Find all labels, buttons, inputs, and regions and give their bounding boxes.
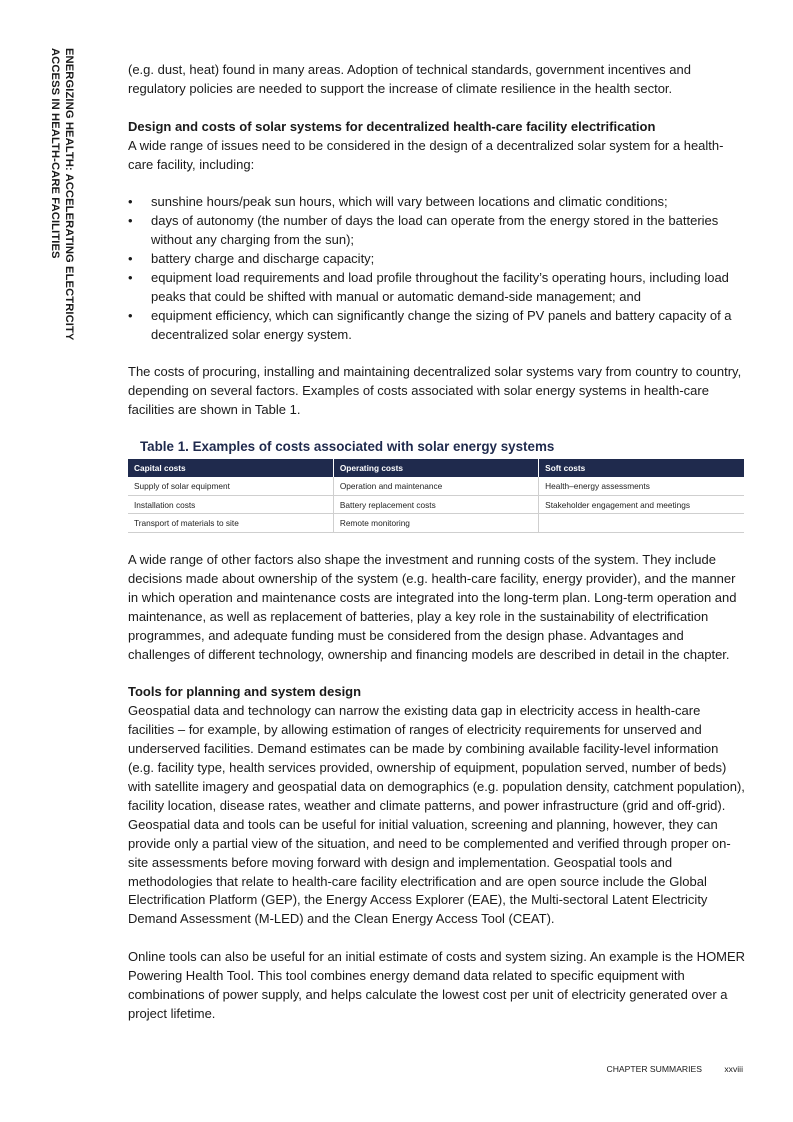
header-operating-costs: Operating costs — [333, 459, 538, 477]
tools-paragraph-online: Online tools can also be useful for an initial estimate of costs and system sizing. An example is the HOMER Powering Health Tool. This tool combines energy demand data related to specific equipment with combinations of power supply, and helps calculate the lowest cost per unit of electricity generated over a project lifetime. — [128, 949, 746, 1021]
page-footer — [606, 1064, 743, 1074]
list-item: • sunshine hours/peak sun hours, which will vary between locations and climatic conditions; — [128, 193, 746, 212]
table-cell: Supply of solar equipment — [128, 477, 333, 495]
header-soft-costs: Soft costs — [539, 459, 744, 477]
table-cell: Remote monitoring — [333, 514, 538, 533]
table-cell: Operation and maintenance — [333, 477, 538, 495]
running-head-line-1: ENERGIZING HEALTH: ACCELERATING ELECTRICITY — [63, 48, 75, 341]
table-caption: Table 1. Examples of costs associated with solar energy systems — [140, 439, 555, 455]
table-header-row — [128, 459, 744, 477]
table-cell: Stakeholder engagement and meetings — [539, 495, 744, 514]
costs-paragraph: The costs of procuring, installing and maintaining decentralized solar systems vary from country to country, depending on several factors. Examples of costs associated with solar energy systems in health-care facilities are shown in Table 1. — [128, 364, 742, 418]
table-cell: Transport of materials to site — [128, 514, 333, 533]
table-cell: Installation costs — [128, 495, 333, 514]
table-row — [128, 514, 744, 533]
design-issues-list — [128, 193, 746, 344]
costs-table — [128, 459, 744, 533]
section-heading-tools: Tools for planning and system design — [128, 684, 362, 700]
list-item: • battery charge and discharge capacity; — [128, 250, 746, 269]
list-item: • equipment load requirements and load profile throughout the facility’s operating hours, including load peaks that could be shifted with manual or automatic demand-side management; and — [128, 269, 746, 307]
tools-paragraph-geospatial: Geospatial data and technology can narrow the existing data gap in electricity access in health-care facilities – for example, by allowing estimation of ranges of electricity requirements for unserved and underserved facilities. Demand estimates can be made by combining available facility-level information (e.g. facility type, health services provided, ownership of equipment, population served, number of beds) with satellite imagery and geospatial data on demographics (e.g. population density, catchment population), facility location, disease rates, weather and climate patterns, and power infrastructure (grid and off-grid). Geospatial data and tools can be useful for initial valuation, screening and planning, however, they can provide only a partial view of the situation, and need to be complemented and verified through proper on-site assessments before moving forward with design and implementation. Geospatial tools and methodologies that relate to health-care facility electrification and are open source include the Global Electrification Platform (GEP), the Energy Access Explorer (EAE), the Multi-sectoral Latent Electricity Demand Assessment (M-LED) and the Clean Energy Access Tool (CEAT). — [128, 703, 745, 927]
table-row — [128, 477, 744, 495]
table-row — [128, 495, 744, 514]
header-capital-costs: Capital costs — [128, 459, 333, 477]
table-cell — [539, 514, 744, 533]
footer-section-label: CHAPTER SUMMARIES — [606, 1064, 702, 1074]
page-number: xxviii — [724, 1064, 743, 1074]
running-head — [48, 48, 76, 340]
factors-paragraph: A wide range of other factors also shape the investment and running costs of the system. They include decisions made about ownership of the system (e.g. health-care facility, energy provider), and the manner in which operation and maintenance costs are integrated into the long-term plan. Long-term operation and maintenance, as well as replacement of batteries, play a key role in the sustainability of electrification programmes, and adequate funding must be considered from the design phase. Advantages and challenges of different technology, ownership and financing models are described in detail in the chapter. — [128, 552, 737, 662]
table-cell: Health–energy assessments — [539, 477, 744, 495]
list-item: • equipment efficiency, which can significantly change the sizing of PV panels and battery capacity of a decentralized solar energy system. — [128, 307, 746, 345]
list-item: • days of autonomy (the number of days the load can operate from the energy stored in the batteries without any charging from the sun); — [128, 212, 746, 250]
design-lead-paragraph: A wide range of issues need to be considered in the design of a decentralized solar system for a health-care facility, including: — [128, 137, 724, 172]
intro-paragraph: (e.g. dust, heat) found in many areas. Adoption of technical standards, government incentives and regulatory policies are needed to support the increase of climate resilience in the health sector. — [128, 62, 691, 96]
page-content — [128, 61, 746, 1024]
running-head-line-2: ACCESS IN HEALTH-CARE FACILITIES — [49, 48, 61, 259]
section-heading-design: Design and costs of solar systems for decentralized health-care facility electrification — [128, 118, 656, 134]
table-cell: Battery replacement costs — [333, 495, 538, 514]
